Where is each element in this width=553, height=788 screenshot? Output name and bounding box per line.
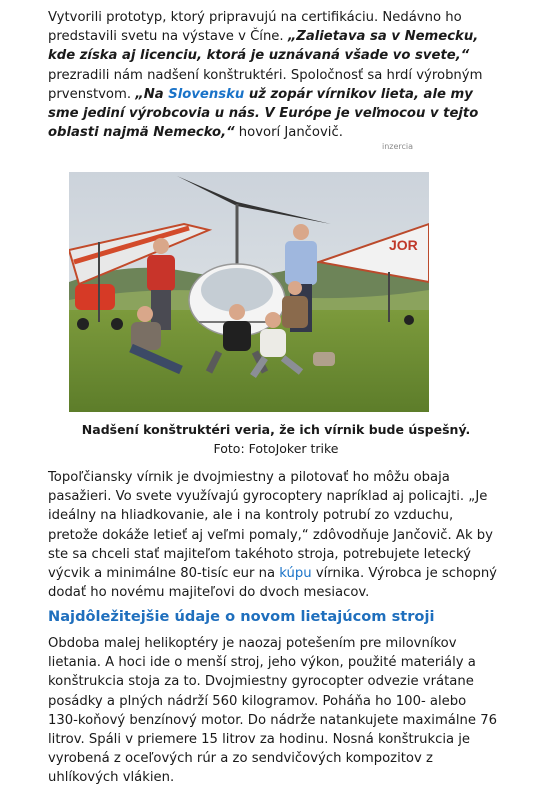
caption-text: Nadšení konštruktéri veria, že ich vírnik bude úspešný.: [81, 422, 471, 437]
intro-sentence-1: Vytvorili prototyp, ktorý pripravujú na certifikáciu. Nedávno ho predstavili svetu na výstave v Číne.: [48, 10, 462, 45]
photo-credit: Foto: FotoJoker trike: [213, 441, 339, 456]
intro-text: [48, 8, 498, 142]
paragraph-2-start: Topoľčiansky vírnik je dvojmiestny a pilotovať ho môžu obaja pasažieri. Vo svete využívajú gyrocoptery napríklad aj policajti. „Je ideálny na hliadkovanie, ale i na kontroly potrubí zo vzduchu, pretože dokáže letieť aj veľmi pomaly,“ zdôvodňuje Jančovič. Ak by ste sa chceli stať majiteľom takéhoto stroja, potrebujete letecký výcvik a minimálne 80-tisíc eur na: [48, 470, 493, 582]
paragraph-3-text: Obdoba malej helikoptéry je naozaj potešením pre milovníkov lietania. A hoci ide o menší stroj, jeho výkon, použité materiály a konštrukcia stoja za to. Dvojmiestny gyrocopter odvezie vrátane posádky a plných nádrží 560 kilogramov. Poháňa ho 100- alebo 130-koňový benzínový motor. Do nádrže natankujete maximálne 76 litrov. Spáli v priemere 15 litrov za hodinu. Nosná konštrukcia je vyrobená z oceľových rúr a zo sendvičových kompozitov z uhlíkových vlákien.: [48, 636, 497, 786]
paragraph-2-end: vírnika. Výrobca je schopný dodať ho novému majiteľovi do dvoch mesiacov.: [48, 566, 497, 601]
paragraph-2-text: [48, 468, 498, 602]
article-photo: [69, 172, 429, 412]
gyrocopter-team-illustration: [69, 172, 429, 412]
quote-2-end: už zopár vírnikov lieta, ale my sme jediní výrobcovia u nás. V Európe je veľmocou v tejto oblasti najmä Nemecko,“: [48, 86, 479, 141]
intro-paragraph: [48, 8, 498, 142]
section-heading: Najdôležitejšie údaje o novom lietajúcom stroji: [48, 608, 435, 625]
intro-sentence-3: hovorí Jančovič.: [234, 125, 343, 141]
ad-label: inzercia: [382, 142, 414, 151]
body-paragraph-3: [48, 634, 498, 788]
intro-sentence-2: prezradili nám nadšení konštruktéri. Spoločnosť sa hrdí výrobným prvenstvom.: [48, 67, 483, 102]
quote-1: „Zalietava sa v Nemecku, kde získa aj licenciu, ktorá je uznávaná všade vo svete,“: [48, 29, 479, 64]
kupa-link[interactable]: kúpu: [279, 566, 312, 582]
slovensko-link[interactable]: Slovensku: [168, 86, 245, 102]
photo-caption: [48, 420, 504, 458]
body-paragraph-2: [48, 468, 498, 602]
quote-2-start: „Na: [135, 86, 169, 102]
wing-lettering: JOR: [389, 237, 418, 253]
